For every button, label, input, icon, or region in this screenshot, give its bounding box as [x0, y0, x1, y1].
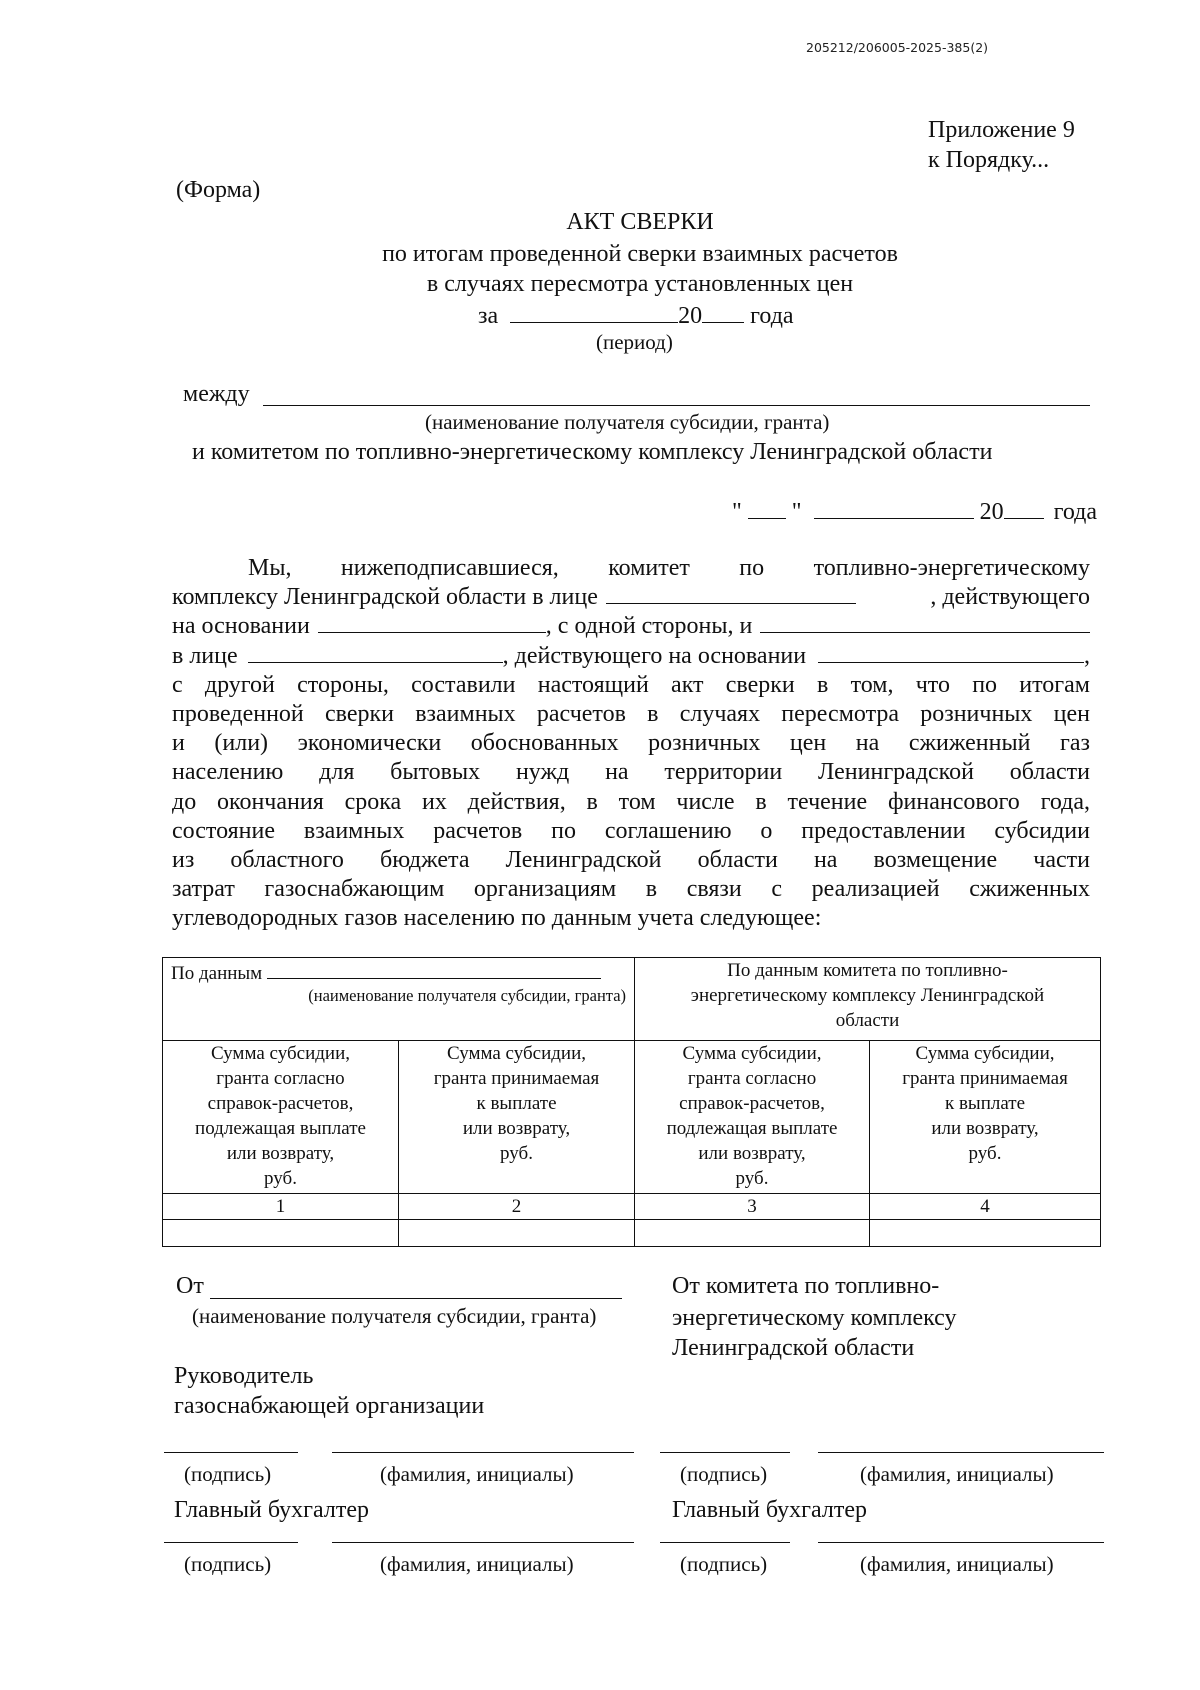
title-line-3: в случаях пересмотра установленных цен	[426, 271, 854, 297]
committee-from-line-1: От комитета по топливно-	[672, 1273, 940, 1299]
col-1-header	[163, 1041, 399, 1194]
header-text: руб.	[500, 1143, 533, 1164]
body-line-9: до окончания срока их действия, в том числе в течение финансового года,	[172, 788, 1090, 815]
column-number: 3	[635, 1194, 870, 1220]
column-number-row	[163, 1194, 1101, 1220]
body-line-8: населению для бытовых нужд на территории Ленинградской области	[172, 759, 1090, 786]
head-name-line	[332, 1452, 634, 1453]
from-label: От	[176, 1273, 204, 1299]
committee-line: и комитетом по топливно-энергетическому комплексу Ленинградской области	[192, 439, 993, 465]
title-line-2: по итогам проведенной сверки взаимных расчетов	[382, 241, 898, 267]
head-title-line-1: Руководитель	[174, 1363, 314, 1389]
body-line-13: углеводородных газов населению по данным учета следующее:	[172, 905, 822, 932]
accountant-sign-caption: (подпись)	[184, 1552, 272, 1576]
body-text-fragment: , действующего	[930, 584, 1090, 611]
head-signature-line	[164, 1452, 298, 1453]
recipient-data-caption: (наименование получателя субсидии, гранта)	[308, 986, 627, 1005]
date-year: 20	[979, 499, 1004, 525]
committee-basis-blank	[318, 612, 546, 633]
body-text-fragment: , с одной стороны, и	[545, 613, 753, 640]
document-id: 205212/206005-2025-385(2)	[806, 40, 989, 55]
body-line-2	[172, 583, 1090, 612]
head-sign-caption: (подпись)	[184, 1462, 272, 1486]
table-header-row	[163, 958, 1101, 1041]
col-2-header	[399, 1041, 635, 1194]
word: топливно-энергетическому	[813, 555, 1090, 581]
data-cell	[635, 1220, 870, 1247]
period-year-blank	[702, 300, 744, 323]
header-text: Сумма субсидии,	[210, 1043, 350, 1064]
header-text: По данным комитета по топливно-	[727, 960, 1008, 981]
header-text: справок-расчетов,	[207, 1093, 354, 1114]
from-recipient-caption: (наименование получателя субсидии, гранта)	[192, 1304, 597, 1328]
header-text: гранта согласно	[687, 1068, 817, 1089]
data-cell	[870, 1220, 1101, 1247]
recipient-data-blank	[267, 960, 601, 979]
committee-accountant-signature-line	[660, 1542, 790, 1543]
header-text: энергетическому комплексу Ленинградской	[690, 985, 1045, 1006]
appendix-number: Приложение 9	[928, 117, 1075, 143]
header-text: к выплате	[944, 1093, 1026, 1114]
date-suffix: года	[1053, 499, 1098, 525]
body-text-fragment: в лице	[172, 642, 238, 669]
table-subheader-row	[163, 1041, 1101, 1194]
period-blank	[510, 300, 678, 323]
committee-from-line-2: энергетическому комплексу	[672, 1305, 957, 1331]
from-recipient-line	[210, 1298, 622, 1299]
data-cell	[399, 1220, 635, 1247]
recipient-caption: (наименование получателя субсидии, гранта)	[425, 410, 830, 434]
body-line-3	[172, 612, 1090, 641]
header-text: или возврату,	[698, 1143, 806, 1164]
body-line-11: из областного бюджета Ленинградской области на возмещение части	[172, 846, 1090, 873]
header-text: Сумма субсидии,	[915, 1043, 1055, 1064]
body-line-10: состояние взаимных расчетов по соглашению о предоставлении субсидии	[172, 817, 1090, 844]
header-text: области	[835, 1010, 900, 1031]
accountant-name-caption: (фамилия, инициалы)	[380, 1552, 574, 1576]
body-line-5: с другой стороны, составили настоящий акт сверки в том, что по итогам	[172, 671, 1090, 698]
body-text-fragment: комплексу Ленинградской области в лице	[172, 584, 598, 611]
date-year-blank	[1004, 496, 1044, 519]
quote-open: "	[732, 499, 742, 525]
recipient-rep-blank	[248, 642, 503, 663]
committee-head-sign-caption: (подпись)	[680, 1462, 768, 1486]
recipient-name-line	[263, 405, 1090, 406]
body-line-1	[172, 554, 1090, 583]
committee-head-signature-line	[660, 1452, 790, 1453]
head-title-line-2: газоснабжающей организации	[174, 1393, 485, 1419]
body-line-6: проведенной сверки взаимных расчетов в случаях пересмотра розничных цен	[172, 700, 1090, 727]
word: по	[739, 555, 765, 581]
recipient-data-header	[163, 958, 635, 1041]
body-line-7: и (или) экономически обоснованных розничных цен на сжиженный газ	[172, 730, 1090, 757]
data-row	[163, 1220, 1101, 1247]
word: комитет	[608, 555, 690, 581]
month-blank	[814, 496, 974, 519]
column-number: 4	[870, 1194, 1101, 1220]
body-text-fragment: ,	[1084, 642, 1090, 669]
committee-chief-accountant-label: Главный бухгалтер	[672, 1497, 867, 1523]
header-text: гранта принимаемая	[433, 1068, 600, 1089]
word: нижеподписавшиеся,	[340, 555, 559, 581]
body-text-fragment: , действующего на основании	[502, 642, 807, 669]
accountant-signature-line	[164, 1542, 298, 1543]
header-text: руб.	[264, 1168, 297, 1189]
recipient-blank	[760, 612, 1090, 633]
document-title: АКТ СВЕРКИ	[566, 209, 714, 235]
day-blank	[748, 496, 786, 519]
col-3-header	[635, 1041, 870, 1194]
body-line-12: затрат газоснабжающим организациям в связи с реализацией сжиженных	[172, 876, 1090, 903]
period-caption: (период)	[596, 330, 673, 354]
header-text: справок-расчетов,	[679, 1093, 825, 1114]
form-label: (Форма)	[176, 177, 261, 203]
header-text: к выплате	[476, 1093, 557, 1114]
header-text: руб.	[735, 1168, 769, 1189]
header-text: или возврату,	[931, 1118, 1039, 1139]
col-4-header	[870, 1041, 1101, 1194]
committee-accountant-sign-caption: (подпись)	[680, 1552, 768, 1576]
head-name-caption: (фамилия, инициалы)	[380, 1462, 574, 1486]
column-number: 2	[399, 1194, 635, 1220]
header-text: или возврату,	[462, 1118, 571, 1139]
period-line	[478, 300, 794, 330]
header-text: гранта принимаемая	[902, 1068, 1068, 1089]
header-text: гранта согласно	[216, 1068, 345, 1089]
committee-accountant-name-line	[818, 1542, 1104, 1543]
committee-data-header	[635, 958, 1101, 1041]
committee-head-name-line	[818, 1452, 1104, 1453]
header-text: подлежащая выплате	[195, 1118, 366, 1139]
data-cell	[163, 1220, 399, 1247]
body-text-fragment: на основании	[172, 613, 310, 640]
header-text: подлежащая выплате	[666, 1118, 838, 1139]
header-text: Сумма субсидии,	[447, 1043, 587, 1064]
word: Мы,	[248, 555, 292, 581]
chief-accountant-label: Главный бухгалтер	[174, 1497, 369, 1523]
body-paragraph	[172, 554, 1090, 933]
recipient-basis-blank	[818, 642, 1084, 663]
committee-from-line-3: Ленинградской области	[672, 1335, 915, 1361]
between-label: между	[183, 381, 250, 407]
committee-head-name-caption: (фамилия, инициалы)	[860, 1462, 1054, 1486]
quote-close: "	[791, 499, 802, 525]
committee-rep-blank	[606, 583, 856, 604]
committee-accountant-name-caption: (фамилия, инициалы)	[860, 1552, 1054, 1576]
column-number: 1	[163, 1194, 399, 1220]
header-text: руб.	[968, 1143, 1002, 1164]
period-prefix: за	[478, 303, 499, 329]
reconciliation-table	[162, 957, 1101, 1247]
date-line	[732, 496, 1097, 526]
recipient-data-label: По данным	[171, 963, 263, 984]
header-text: Сумма субсидии,	[682, 1043, 822, 1064]
accountant-name-line	[332, 1542, 634, 1543]
period-suffix: года	[750, 303, 794, 329]
appendix-reference: к Порядку...	[928, 147, 1050, 173]
period-year: 20	[678, 303, 703, 329]
body-line-4	[172, 642, 1090, 671]
header-text: или возврату,	[226, 1143, 335, 1164]
